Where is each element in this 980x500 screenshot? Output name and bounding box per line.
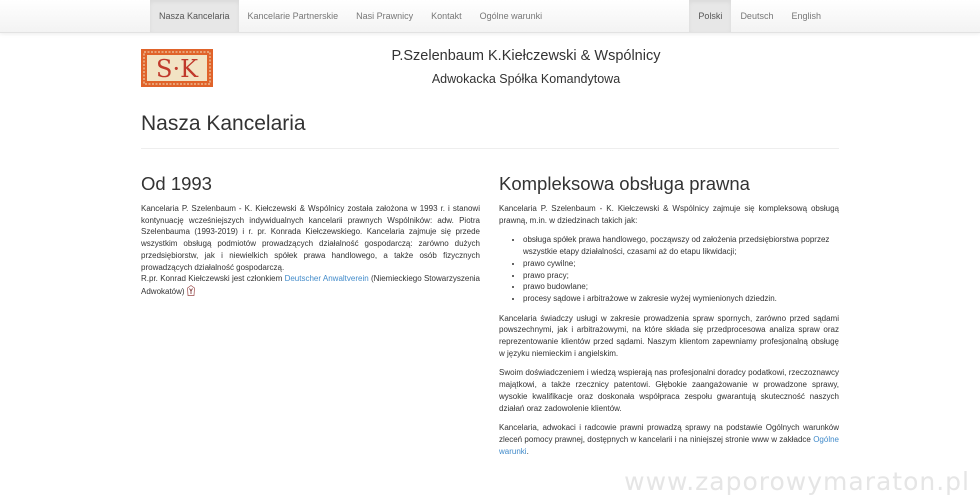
main-nav (150, 0, 551, 32)
list-item: • prawo pracy; (523, 270, 839, 282)
litigation-paragraph: Kancelaria świadczy usługi w zakresie prowadzenia spraw spornych, zarówno przed sądami powszechnymi, jak i arbitrażowymi, na które składa się przedprocesowa analiza spraw oraz reprezentowanie klientów przed sądami. Naszym klientom zapewniamy profesjonalną obsługę w języku niemieckim i angielskim. (499, 313, 839, 358)
terms-text-after: . (526, 446, 529, 456)
left-column (141, 173, 480, 306)
firm-name: P.Szelenbaum K.Kiełczewski & Wspólnicy (391, 48, 661, 64)
watermark: www.zaporowymaraton.pl (624, 467, 970, 496)
membership-paragraph (141, 273, 480, 297)
history-paragraph (141, 203, 480, 273)
logo-text: S·K (156, 55, 198, 83)
title-divider (141, 148, 839, 149)
nav-item-kancelarie-partnerskie[interactable]: Kancelarie Partnerskie (247, 11, 339, 21)
nav-item-nasi-prawnicy[interactable]: Nasi Prawnicy (356, 11, 414, 21)
nav-item-kontakt[interactable]: Kontakt (431, 11, 462, 21)
membership-text-before: R.pr. Konrad Kiełczewski jest członkiem (141, 274, 285, 284)
nav-item-ogolne-warunki[interactable]: Ogólne warunki (479, 11, 543, 21)
services-list (499, 234, 839, 304)
services-intro: Kancelaria P. Szelenbaum - K. Kiełczewski & Wspólnicy zajmuje się kompleksową obsługą prawną, m.in. w dziedzinach takich jak: (499, 204, 839, 225)
language-deutsch[interactable]: Deutsch (740, 11, 774, 21)
list-item: • prawo cywilne; (523, 258, 839, 270)
firm-logo[interactable] (141, 49, 213, 87)
history-text: Kancelaria P. Szelenbaum - K. Kiełczewski & Wspólnicy została założona w 1993 r. i stanowi kontynuację wcześniejszych indywidualnych kancelarii prawnych Wspólników: adw. Piotra Szelenbauma (1993-2019) i r. pr. Konrada Kiełczewskiego. Kancelaria zajmuje się przede wszystkim obsługą podmiotów prowadzących działalność gospodarczą: zarówno dużych przedsiębiorstw, jak i niewielkich spółek prawa handlowego, a także osób fizycznych prowadzących działalność gospodarczą. (141, 204, 480, 272)
dav-emblem-icon (187, 285, 195, 296)
nav-item-nasza-kancelaria[interactable]: Nasza Kancelaria (150, 0, 239, 32)
top-navbar (0, 0, 980, 33)
list-item: • prawo budowlane; (523, 281, 839, 293)
services-heading: Kompleksowa obsługa prawna (499, 173, 750, 194)
terms-text-before: Kancelaria, adwokaci i radcowie prawni prowadzą sprawy na podstawie Ogólnych warunków zleceń pomocy prawnej, dostępnych w kancelarii i na niniejszej stronie www w zakładce (499, 423, 839, 444)
ogolne-warunki-link[interactable]: Ogólne warunki (499, 434, 839, 456)
firm-subtitle: Adwokacka Spółka Komandytowa (431, 72, 621, 86)
deutscher-anwaltverein-link[interactable]: Deutscher Anwaltverein (284, 274, 369, 284)
page-title: Nasza Kancelaria (141, 112, 306, 135)
language-english[interactable]: English (791, 11, 821, 21)
experts-paragraph: Swoim doświadczeniem i wiedzą wspierają nas profesjonalni doradcy podatkowi, rzeczoznawcy majątkowi, a także rzecznicy patentowi. Głębokie zaangażowanie w prowadzone sprawy, wysokie kwalifikacje oraz doskonała współpraca zespołu gwarantują skuteczność naszych działań oraz zadowolenie klientów. (499, 368, 839, 413)
list-item: • obsługa spółek prawa handlowego, począwszy od założenia przedsiębiorstwa poprzez wszystkie etapy działalności, czasami aż do etapu likwidacji; (523, 234, 839, 257)
history-heading: Od 1993 (141, 173, 212, 194)
language-nav (689, 0, 830, 32)
language-polski[interactable]: Polski (689, 0, 731, 32)
membership-text-after: (Niemieckiego Stowarzyszenia Adwokatów) (141, 274, 480, 296)
right-column (499, 173, 839, 465)
list-item: • procesy sądowe i arbitrażowe w zakresie wyżej wymienionych dziedzin. (523, 293, 839, 305)
terms-paragraph (499, 422, 839, 457)
